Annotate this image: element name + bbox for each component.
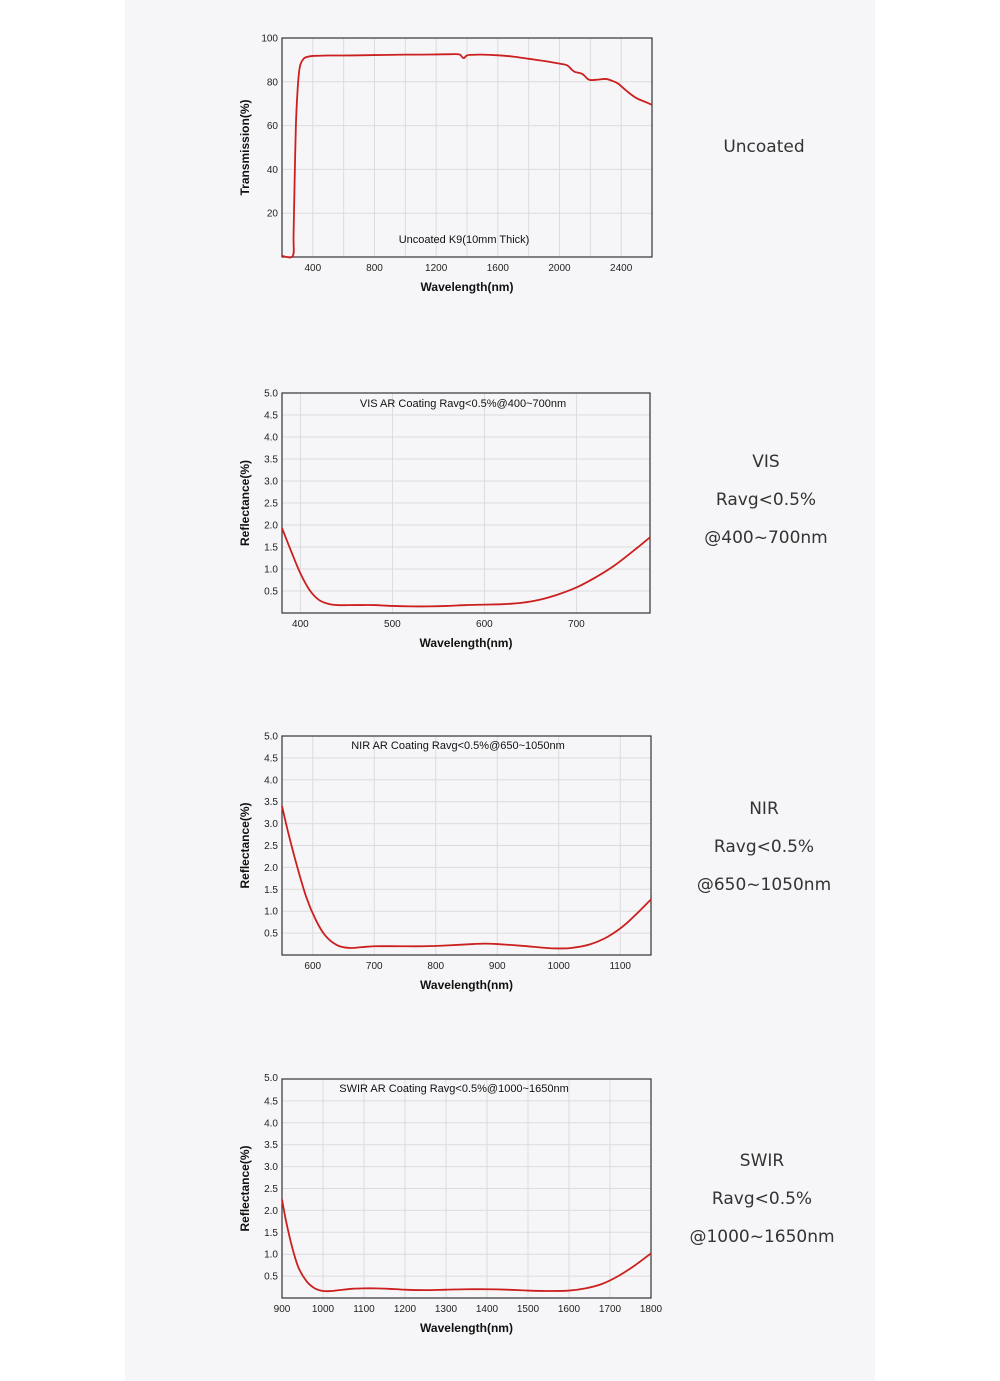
- x-tick-label: 1400: [475, 1304, 499, 1315]
- y-tick-label: 2.5: [264, 1184, 278, 1195]
- y-tick-label: 2.5: [264, 498, 278, 510]
- y-axis-label: Transmission(%): [238, 99, 252, 196]
- x-tick-label: 1300: [434, 1304, 458, 1315]
- uncoated-caption: [664, 128, 864, 166]
- x-tick-label: 1500: [516, 1304, 540, 1315]
- caption-line: VIS: [752, 452, 780, 472]
- x-tick-label: 2400: [610, 263, 633, 274]
- x-tick-label: 1700: [598, 1304, 622, 1315]
- caption-line: @1000~1650nm: [689, 1227, 835, 1247]
- x-tick-label: 1100: [609, 961, 632, 972]
- x-tick-label: 500: [384, 619, 401, 630]
- x-tick-label: 1600: [486, 263, 509, 274]
- x-axis-label: Wavelength(nm): [420, 280, 514, 294]
- y-tick-label: 1.0: [264, 564, 278, 576]
- y-tick-label: 3.5: [264, 454, 278, 466]
- vis-caption: [666, 443, 866, 557]
- caption-line: @400~700nm: [704, 528, 828, 548]
- x-tick-label: 600: [304, 961, 322, 972]
- nir-chart-row: [125, 698, 875, 1018]
- nir-caption: [664, 790, 864, 904]
- caption-line: Ravg<0.5%: [713, 837, 815, 857]
- x-tick-label: 1600: [557, 1304, 581, 1315]
- x-tick-label: 700: [568, 619, 585, 630]
- y-tick-label: 1.5: [264, 884, 278, 896]
- y-tick-label: 0.5: [264, 586, 278, 598]
- x-tick-label: 900: [488, 961, 506, 972]
- swir-caption: [662, 1142, 862, 1256]
- caption-line: Ravg<0.5%: [711, 1189, 813, 1209]
- y-tick-label: 60: [266, 121, 278, 133]
- y-axis-label: Reflectance(%): [238, 1145, 252, 1232]
- y-tick-label: 4.0: [264, 775, 278, 787]
- x-tick-label: 800: [366, 263, 383, 274]
- x-tick-label: 400: [292, 619, 309, 630]
- y-tick-label: 0.5: [264, 928, 278, 940]
- y-tick-label: 3.0: [264, 476, 278, 488]
- caption-line: SWIR: [739, 1151, 785, 1171]
- x-tick-label: 400: [304, 263, 322, 274]
- vis-chart-row: [125, 356, 875, 676]
- y-tick-label: 1.0: [264, 1249, 278, 1261]
- content-panel: [125, 0, 875, 1381]
- y-tick-label: 3.0: [264, 1162, 278, 1174]
- x-tick-label: 800: [427, 961, 445, 972]
- x-tick-label: 1100: [353, 1304, 375, 1315]
- y-tick-label: 4.5: [264, 753, 278, 765]
- x-axis-label: Wavelength(nm): [419, 636, 513, 650]
- x-axis-label: Wavelength(nm): [420, 978, 513, 992]
- x-axis-label: Wavelength(nm): [420, 1321, 513, 1335]
- y-tick-label: 1.5: [264, 542, 278, 554]
- y-tick-label: 80: [266, 77, 278, 89]
- y-tick-label: 4.5: [264, 410, 278, 422]
- caption-line: Uncoated: [723, 137, 805, 157]
- y-tick-label: 4.5: [264, 1096, 278, 1108]
- caption-line: NIR: [749, 799, 779, 819]
- x-tick-label: 900: [273, 1304, 291, 1315]
- y-tick-label: 3.5: [264, 1140, 278, 1152]
- uncoated-chart-row: [125, 0, 875, 320]
- x-tick-label: 1000: [547, 961, 570, 972]
- swir-chart-row: [125, 1041, 875, 1361]
- y-tick-label: 5.0: [264, 1073, 278, 1084]
- x-tick-label: 1800: [639, 1304, 663, 1315]
- chart-title: VIS AR Coating Ravg<0.5%@400~700nm: [359, 398, 567, 410]
- y-tick-label: 20: [266, 208, 278, 220]
- y-tick-label: 2.5: [264, 841, 278, 852]
- y-axis-label: Reflectance(%): [238, 459, 252, 547]
- y-axis-label: Reflectance(%): [238, 802, 252, 889]
- y-tick-label: 0.5: [264, 1271, 278, 1283]
- x-tick-label: 1200: [425, 263, 448, 274]
- y-tick-label: 4.0: [264, 432, 278, 444]
- y-tick-label: 1.0: [264, 906, 278, 918]
- y-tick-label: 3.5: [264, 797, 278, 809]
- x-tick-label: 600: [476, 619, 493, 630]
- y-tick-label: 1.5: [264, 1227, 278, 1239]
- y-tick-label: 2.0: [264, 862, 278, 874]
- y-tick-label: 2.0: [264, 520, 278, 532]
- chart-title: SWIR AR Coating Ravg<0.5%@1000~1650nm: [339, 1083, 569, 1095]
- x-tick-label: 1000: [311, 1304, 335, 1315]
- chart-title: NIR AR Coating Ravg<0.5%@650~1050nm: [351, 740, 565, 752]
- y-tick-label: 40: [266, 164, 278, 176]
- x-tick-label: 2000: [548, 263, 571, 274]
- chart-title: Uncoated K9(10mm Thick): [398, 234, 530, 246]
- x-tick-label: 1200: [393, 1304, 417, 1315]
- y-tick-label: 2.0: [264, 1205, 278, 1217]
- y-tick-label: 3.0: [264, 819, 278, 831]
- caption-line: Ravg<0.5%: [715, 490, 817, 510]
- y-tick-label: 100: [261, 33, 278, 45]
- y-tick-label: 5.0: [264, 731, 278, 743]
- caption-line: @650~1050nm: [696, 875, 832, 895]
- y-tick-label: 5.0: [264, 388, 278, 400]
- x-tick-label: 700: [365, 961, 383, 972]
- y-tick-label: 4.0: [264, 1118, 278, 1130]
